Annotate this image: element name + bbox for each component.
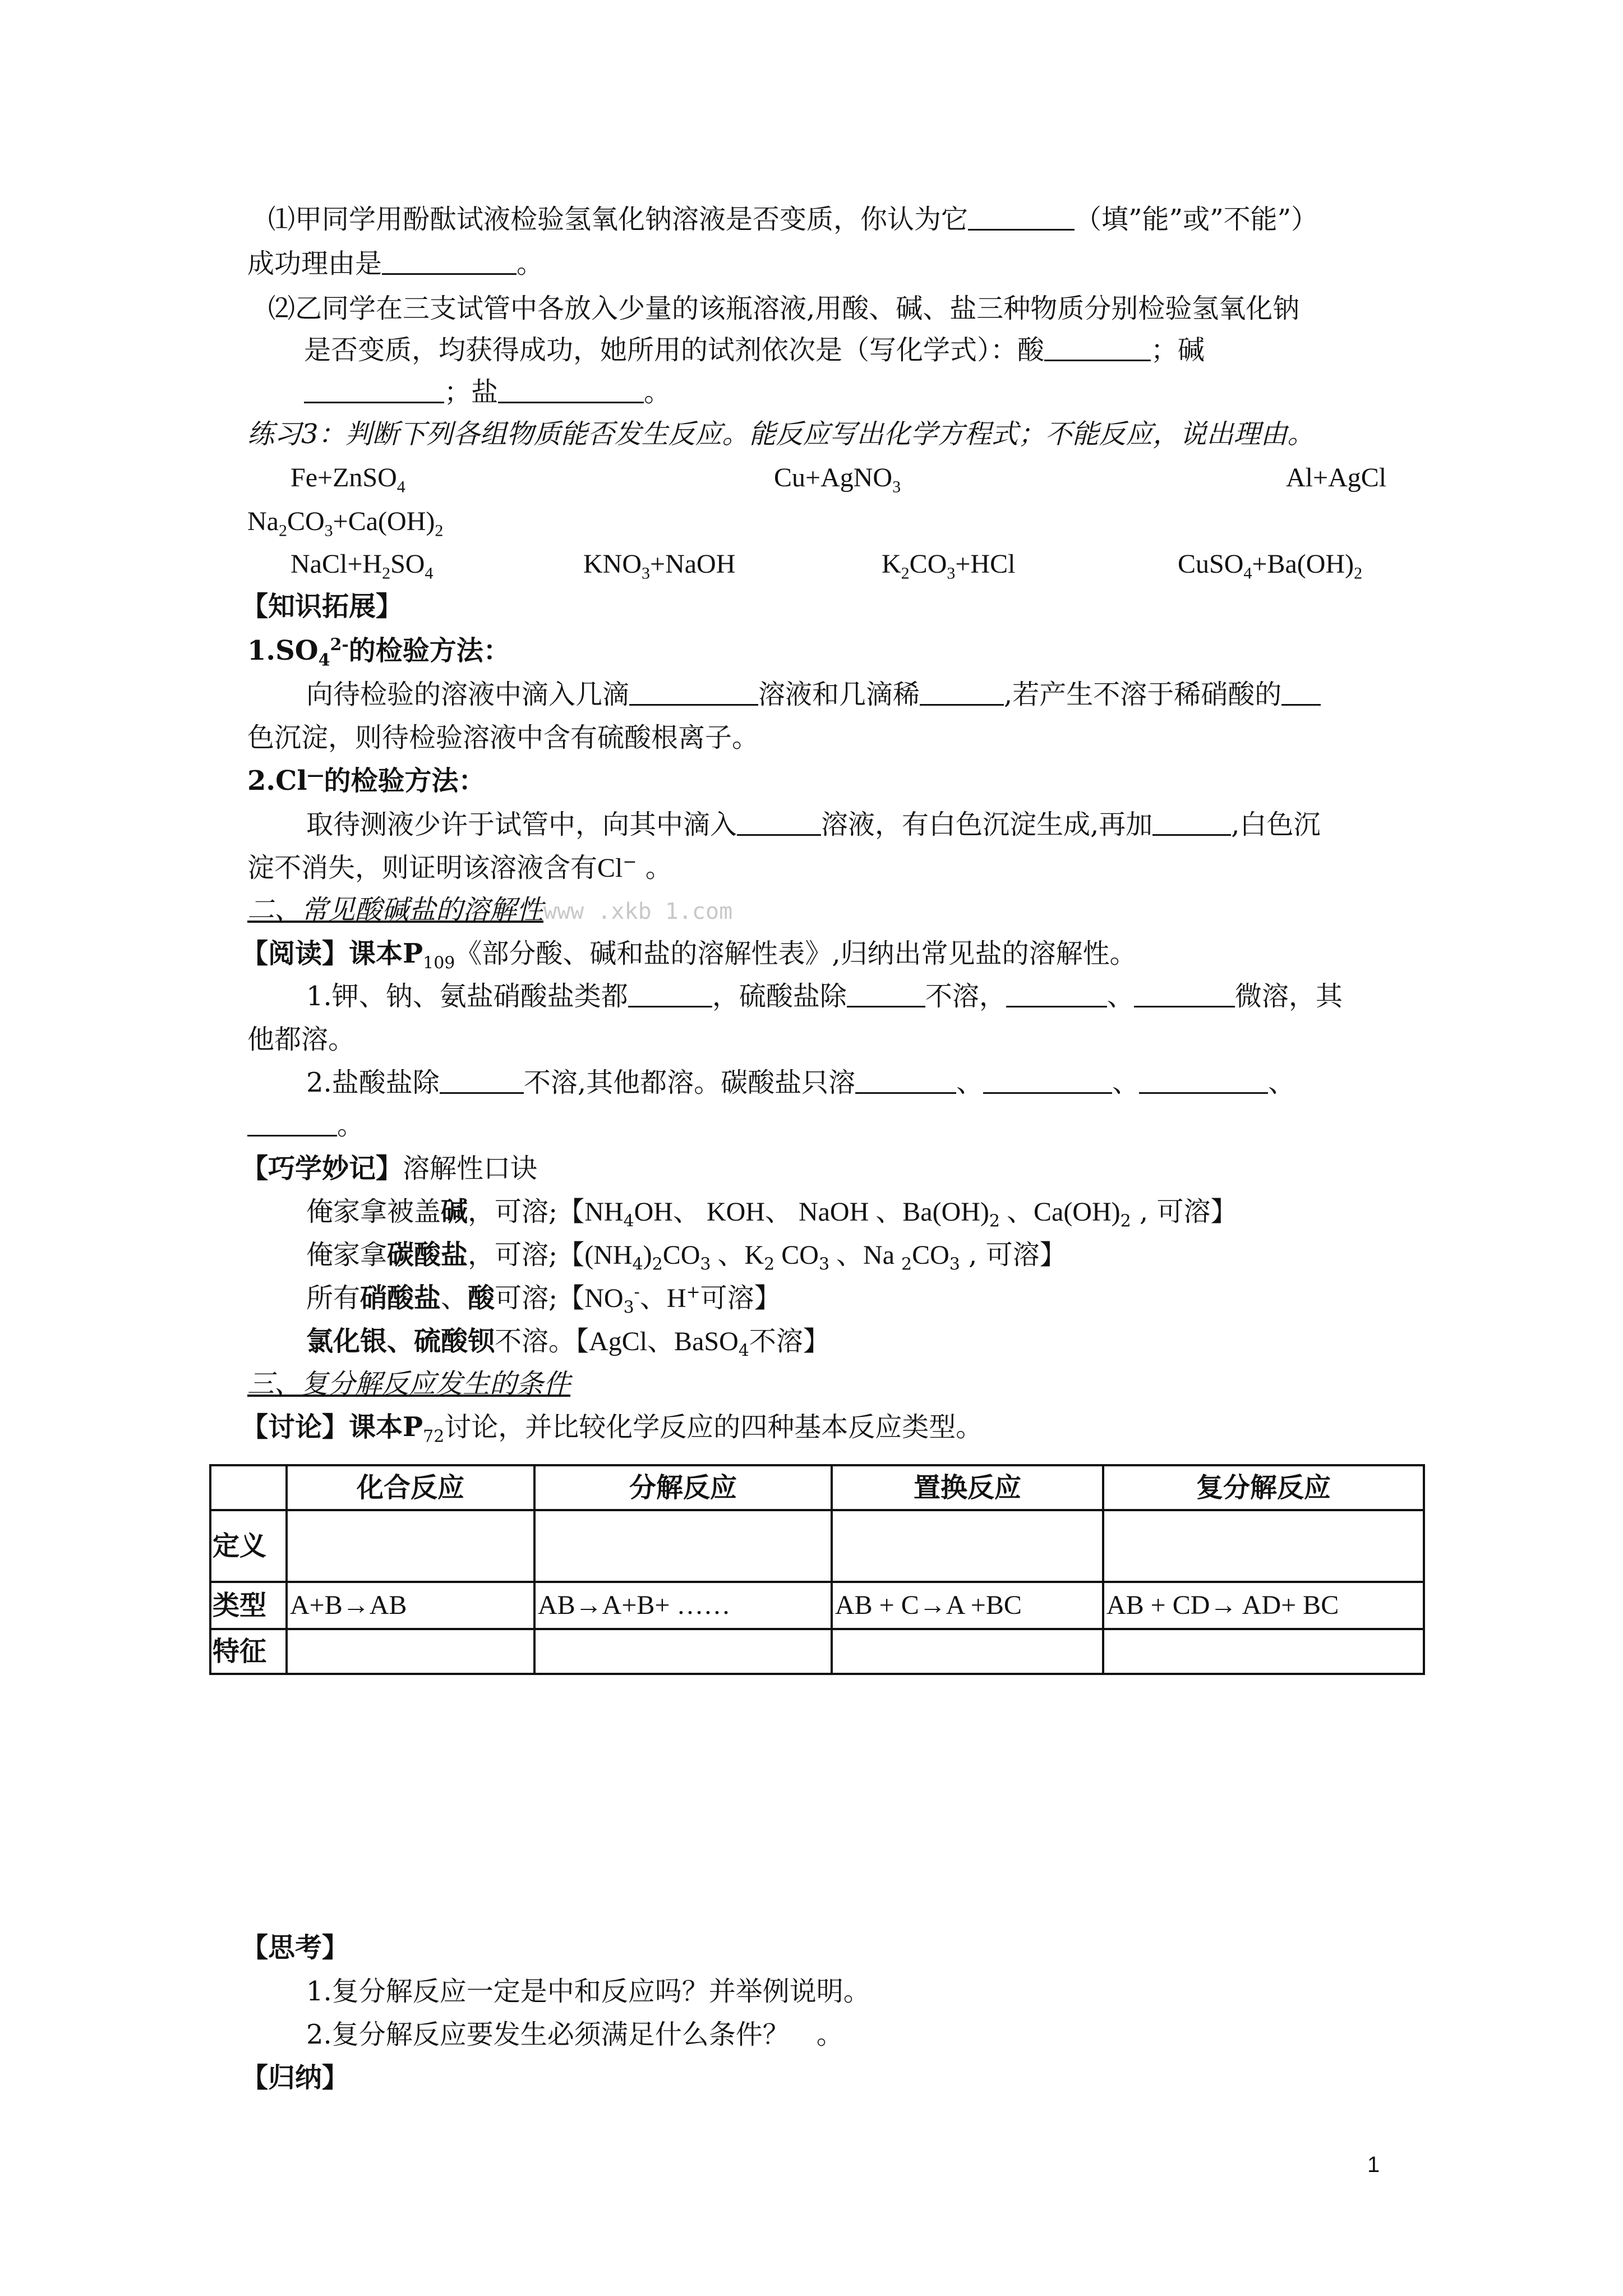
table-corner-cell (210, 1465, 287, 1510)
table-cell[interactable] (287, 1510, 534, 1582)
think-question-2: 2.复分解反应要发生必须满足什么条件？ 。 (306, 2019, 843, 2050)
reaction-na2co3-caoh2: $Na_2CO_3+Ca(OH)_2$ (247, 507, 444, 540)
answer-blank[interactable] (382, 249, 517, 275)
table-row-feature (210, 1629, 1424, 1674)
solubility-point-2: 2.盐酸盐除 不溶,其他都溶。碳酸盐只溶 、 、 、 (306, 1067, 1295, 1098)
q2-line3: ；盐 。 (304, 375, 671, 409)
answer-blank[interactable] (968, 204, 1075, 231)
cl-test-title: 2.Cl—的检验方法： (247, 765, 486, 797)
table-cell[interactable] (1103, 1629, 1424, 1674)
answer-blank[interactable] (920, 679, 1004, 706)
answer-blank[interactable] (1044, 335, 1151, 361)
answer-blank[interactable] (983, 1068, 1112, 1094)
cl-test-line1: 取待测液少许于试管中，向其中滴入 溶液，有白色沉淀生成,再加 ,白色沉 (306, 809, 1321, 840)
answer-blank[interactable] (1281, 679, 1321, 706)
answer-blank[interactable] (440, 1068, 524, 1094)
mnemonic-line-carbonates: 俺家拿碳酸盐，可溶;【$(NH_4)_2CO_3$ 、$K_2$ $CO_3$ 、Na $_2CO_3$ , 可溶】 (306, 1239, 1067, 1274)
reaction-fe-znso4: Fe+ZnSO$_4$ (291, 463, 405, 496)
cl-test-line2: 淀不消失，则证明该溶液含有Cl− 。 (247, 852, 672, 884)
table-header-row (210, 1465, 1424, 1510)
table-cell[interactable] (832, 1629, 1103, 1674)
reaction-k2co3-hcl: $K_2CO_3+HCl$ (882, 549, 1016, 583)
table-row-type (210, 1582, 1424, 1629)
watermark: www .xkb 1.com (543, 899, 733, 924)
answer-blank[interactable] (737, 809, 821, 836)
reading-instruction: 【阅读】课本$P_{109}$《部分酸、碱和盐的溶解性表》,归纳出常见盐的溶解性。 (241, 938, 1137, 973)
so4-test-title: $1.SO_4^{2-}$的检验方法： (247, 635, 510, 670)
row-label-feature: 特征 (210, 1629, 287, 1674)
solubility-point-1-cont: 他都溶。 (247, 1024, 356, 1055)
mnemonic-header: 【巧学妙记】溶解性口诀 (241, 1153, 538, 1184)
section-header-extension: 【知识拓展】 (241, 591, 403, 622)
reaction-cuso4-baoh2: $CuSO_4+Ba(OH)_2$ (1178, 549, 1363, 583)
type-combination: A+B→AB (287, 1582, 534, 1629)
discussion-instruction: 【讨论】课本$P_{72}$讨论，并比较化学反应的四种基本反应类型。 (241, 1411, 983, 1447)
think-question-1: 1.复分解反应一定是中和反应吗？并举例说明。 (306, 1976, 870, 2007)
table-cell[interactable] (534, 1510, 832, 1582)
section-2-heading: 二、常见酸碱盐的溶解性www .xkb 1.com (247, 894, 733, 926)
q1-line2: 成功理由是 。 (247, 248, 544, 279)
table-cell[interactable] (1103, 1510, 1424, 1582)
answer-blank[interactable] (1134, 981, 1235, 1007)
header-displacement: 置换反应 (832, 1465, 1103, 1510)
so4-test-line1: 向待检验的溶液中滴入几滴 溶液和几滴稀 ,若产生不溶于稀硝酸的 (306, 678, 1321, 711)
table-cell[interactable] (534, 1629, 832, 1674)
answer-blank[interactable] (247, 1110, 337, 1137)
type-decomposition: AB→A+B+ …… (534, 1582, 832, 1629)
summary-header: 【归纳】 (241, 2062, 349, 2093)
section-3-heading: 三、复分解反应发生的条件 (247, 1368, 571, 1400)
answer-blank[interactable] (498, 377, 644, 403)
solubility-point-2-cont: 。 (247, 1108, 364, 1142)
answer-blank[interactable] (628, 981, 712, 1007)
table-row-definition (210, 1510, 1424, 1582)
mnemonic-line-bases: 俺家拿被盖碱，可溶;【$NH_4OH$、 KOH、 NaOH 、$Ba(OH)_2$ 、$Ca(OH)_2$ , 可溶】 (306, 1196, 1238, 1231)
header-decomposition: 分解反应 (534, 1465, 832, 1510)
q1-line1: ⑴甲同学用酚酞试液检验氢氧化钠溶液是否变质，你认为它 （填”能”或”不能”） (268, 204, 1318, 235)
answer-blank[interactable] (629, 679, 758, 706)
answer-blank[interactable] (304, 377, 444, 403)
reaction-cu-agno3: Cu+AgNO$_3$ (774, 463, 901, 496)
reaction-al-agcl: Al+AgCl (1286, 463, 1387, 493)
answer-blank[interactable] (847, 981, 925, 1007)
answer-blank[interactable] (1006, 981, 1107, 1007)
type-displacement: AB + C→A +BC (832, 1582, 1103, 1629)
q2-line2: 是否变质，均获得成功，她所用的试剂依次是（写化学式）：酸 ；碱 (304, 334, 1205, 366)
answer-blank[interactable] (1152, 809, 1231, 836)
type-double-displacement: AB + CD→ AD+ BC (1103, 1582, 1424, 1629)
header-double-displacement: 复分解反应 (1103, 1465, 1424, 1510)
answer-blank[interactable] (855, 1068, 956, 1094)
solubility-point-1: 1.钾、钠、氨盐硝酸盐类都 ，硫酸盐除 不溶， 、 微溶，其 (306, 981, 1343, 1012)
header-combination: 化合反应 (287, 1465, 534, 1510)
mnemonic-line-nitrates: 所有硝酸盐、酸可溶;【$NO_3^-$、H+可溶】 (306, 1282, 781, 1318)
table-cell[interactable] (287, 1629, 534, 1674)
answer-blank[interactable] (1139, 1068, 1268, 1094)
think-header: 【思考】 (241, 1932, 349, 1963)
row-label-definition: 定义 (210, 1510, 287, 1582)
exercise-3-title: 练习3：判断下列各组物质能否发生反应。能反应写出化学方程式；不能反应，说出理由。 (247, 418, 1315, 450)
row-label-type: 类型 (210, 1582, 287, 1629)
page-number: 1 (1367, 2152, 1380, 2177)
so4-test-line2: 色沉淀，则待检验溶液中含有硫酸根离子。 (247, 722, 759, 753)
reaction-kno3-naoh: $KNO_3+NaOH$ (583, 549, 736, 583)
reaction-nacl-h2so4: $NaCl+H_2SO_4$ (291, 549, 434, 583)
q2-line1: ⑵乙同学在三支试管中各放入少量的该瓶溶液,用酸、碱、盐三种物质分别检验氢氧化钠 (268, 293, 1300, 324)
mnemonic-line-insoluble: 氯化银、硫酸钡不溶。【AgCl、BaSO$_4$不溶】 (306, 1326, 830, 1361)
table-cell[interactable] (832, 1510, 1103, 1582)
reaction-types-table (209, 1464, 1425, 1675)
